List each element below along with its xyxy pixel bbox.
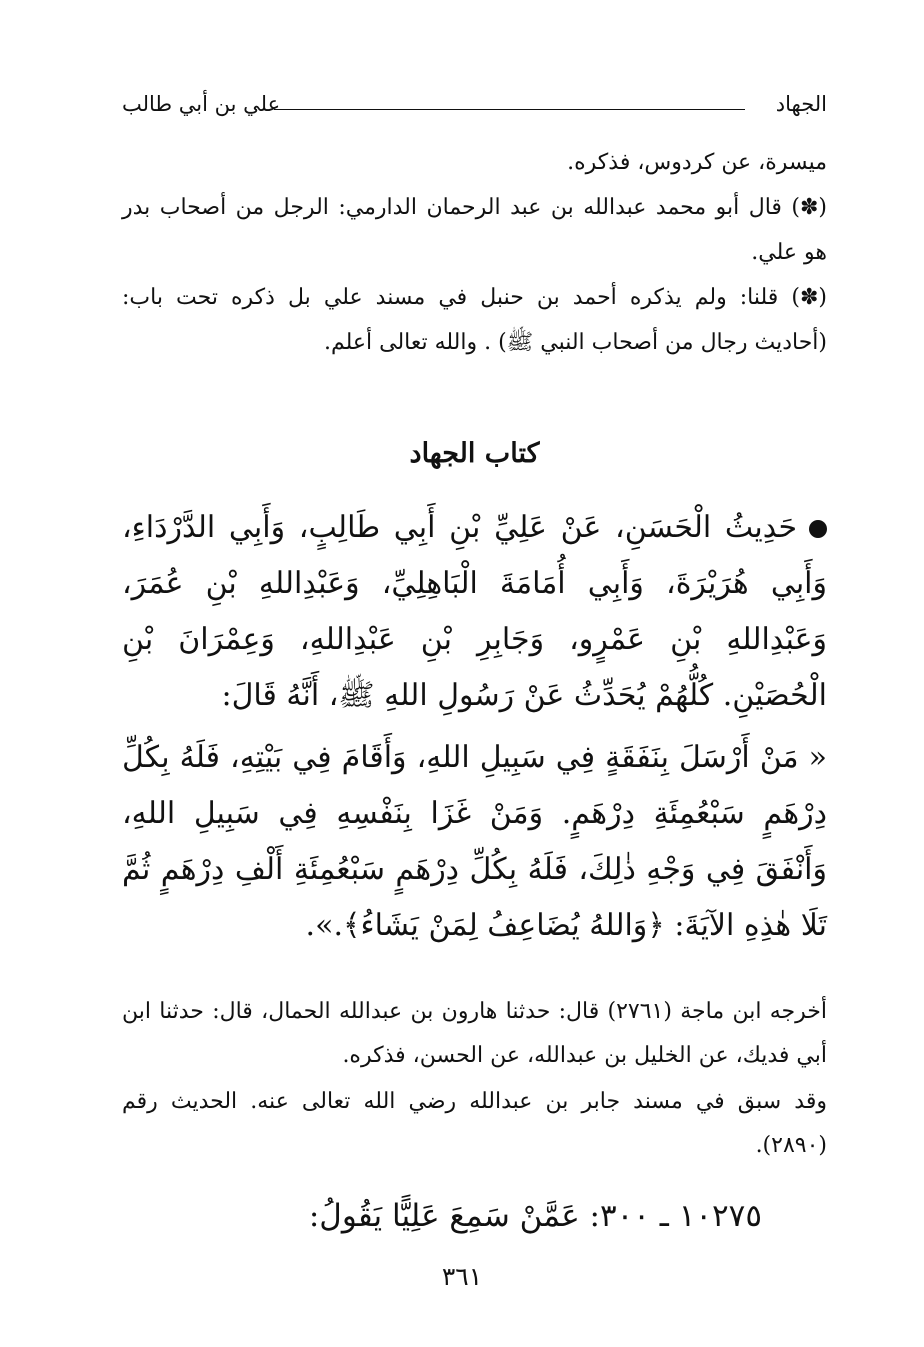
footnote-reference: وقد سبق في مسند جابر بن عبدالله رضي الله تعالى عنه. الحديث رقم (٢٨٩٠). [122,1089,827,1158]
header-rule [274,109,745,110]
top-note-editors: (✽) قلنا: ولم يذكره أحمد بن حنبل في مسند علي بل ذكره تحت باب: (أحاديث رجال من أصحاب النبي ﷺ) . والله تعالى أعلم. [122,285,827,355]
hadith-matn: « مَنْ أَرْسَلَ بِنَفَقَةٍ فِي سَبِيلِ اللهِ، وَأَقَامَ فِي بَيْتِهِ، فَلَهُ بِكُلِّ دِرْهَمٍ سَبْعُمِئَةِ دِرْهَمٍ. وَمَنْ غَزَا بِنَفْسِهِ فِي سَبِيلِ اللهِ، وَأَنْفَقَ فِي وَجْهِ ذٰلِكَ، فَلَهُ بِكُلِّ دِرْهَمٍ سَبْعُمِئَةِ أَلْفِ دِرْهَمٍ ثُمَّ تَلَا هٰذِهِ الآيَةَ: ﴿وَاللهُ يُضَاعِفُ لِمَنْ يَشَاءُ﴾.». [122,740,827,943]
entry-heading: ١٠٢٧٥ ـ ٣٠٠: عَمَّنْ سَمِعَ عَلِيًّا يَقُولُ: [308,1198,762,1234]
header-book-title: علي بن أبي طالب [122,92,281,116]
chapter-title: كتاب الجهاد [409,438,540,469]
top-note-darimi: (✽) قال أبو محمد عبدالله بن عبد الرحمان الدارمي: الرجل من أصحاب بدر هو علي. [122,195,827,265]
bullet-icon [809,520,827,538]
hadith-isnad [122,500,827,724]
footnote-takhrij: أخرجه ابن ماجة (٢٧٦١) قال: حدثنا هارون بن عبدالله الحمال، قال: حدثنا ابن أبي فديك، عن الخليل بن عبدالله، عن الحسن، فذكره. [122,999,827,1068]
hadith-isnad-text: حَدِيثُ الْحَسَنِ، عَنْ عَلِيِّ بْنِ أَبِي طَالِبٍ، وَأَبِي الدَّرْدَاءِ، وَأَبِي هُرَيْرَةَ، وَأَبِي أُمَامَةَ الْبَاهِلِيِّ، وَعَبْدِاللهِ بْنِ عُمَرَ، وَعَبْدِاللهِ بْنِ عَمْرٍو، وَجَابِرِ بْنِ عَبْدِاللهِ، وَعِمْرَانَ بْنِ الْحُصَيْنِ. كُلُّهُمْ يُحَدِّثُ عَنْ رَسُولِ اللهِ ﷺ، أَنَّهُ قَالَ: [122,510,827,713]
running-header [122,92,827,122]
header-section-title: الجهاد [775,92,827,116]
top-note-continuation: ميسرة، عن كردوس، فذكره. [567,150,827,175]
page-number: ٣٦١ [441,1262,483,1291]
